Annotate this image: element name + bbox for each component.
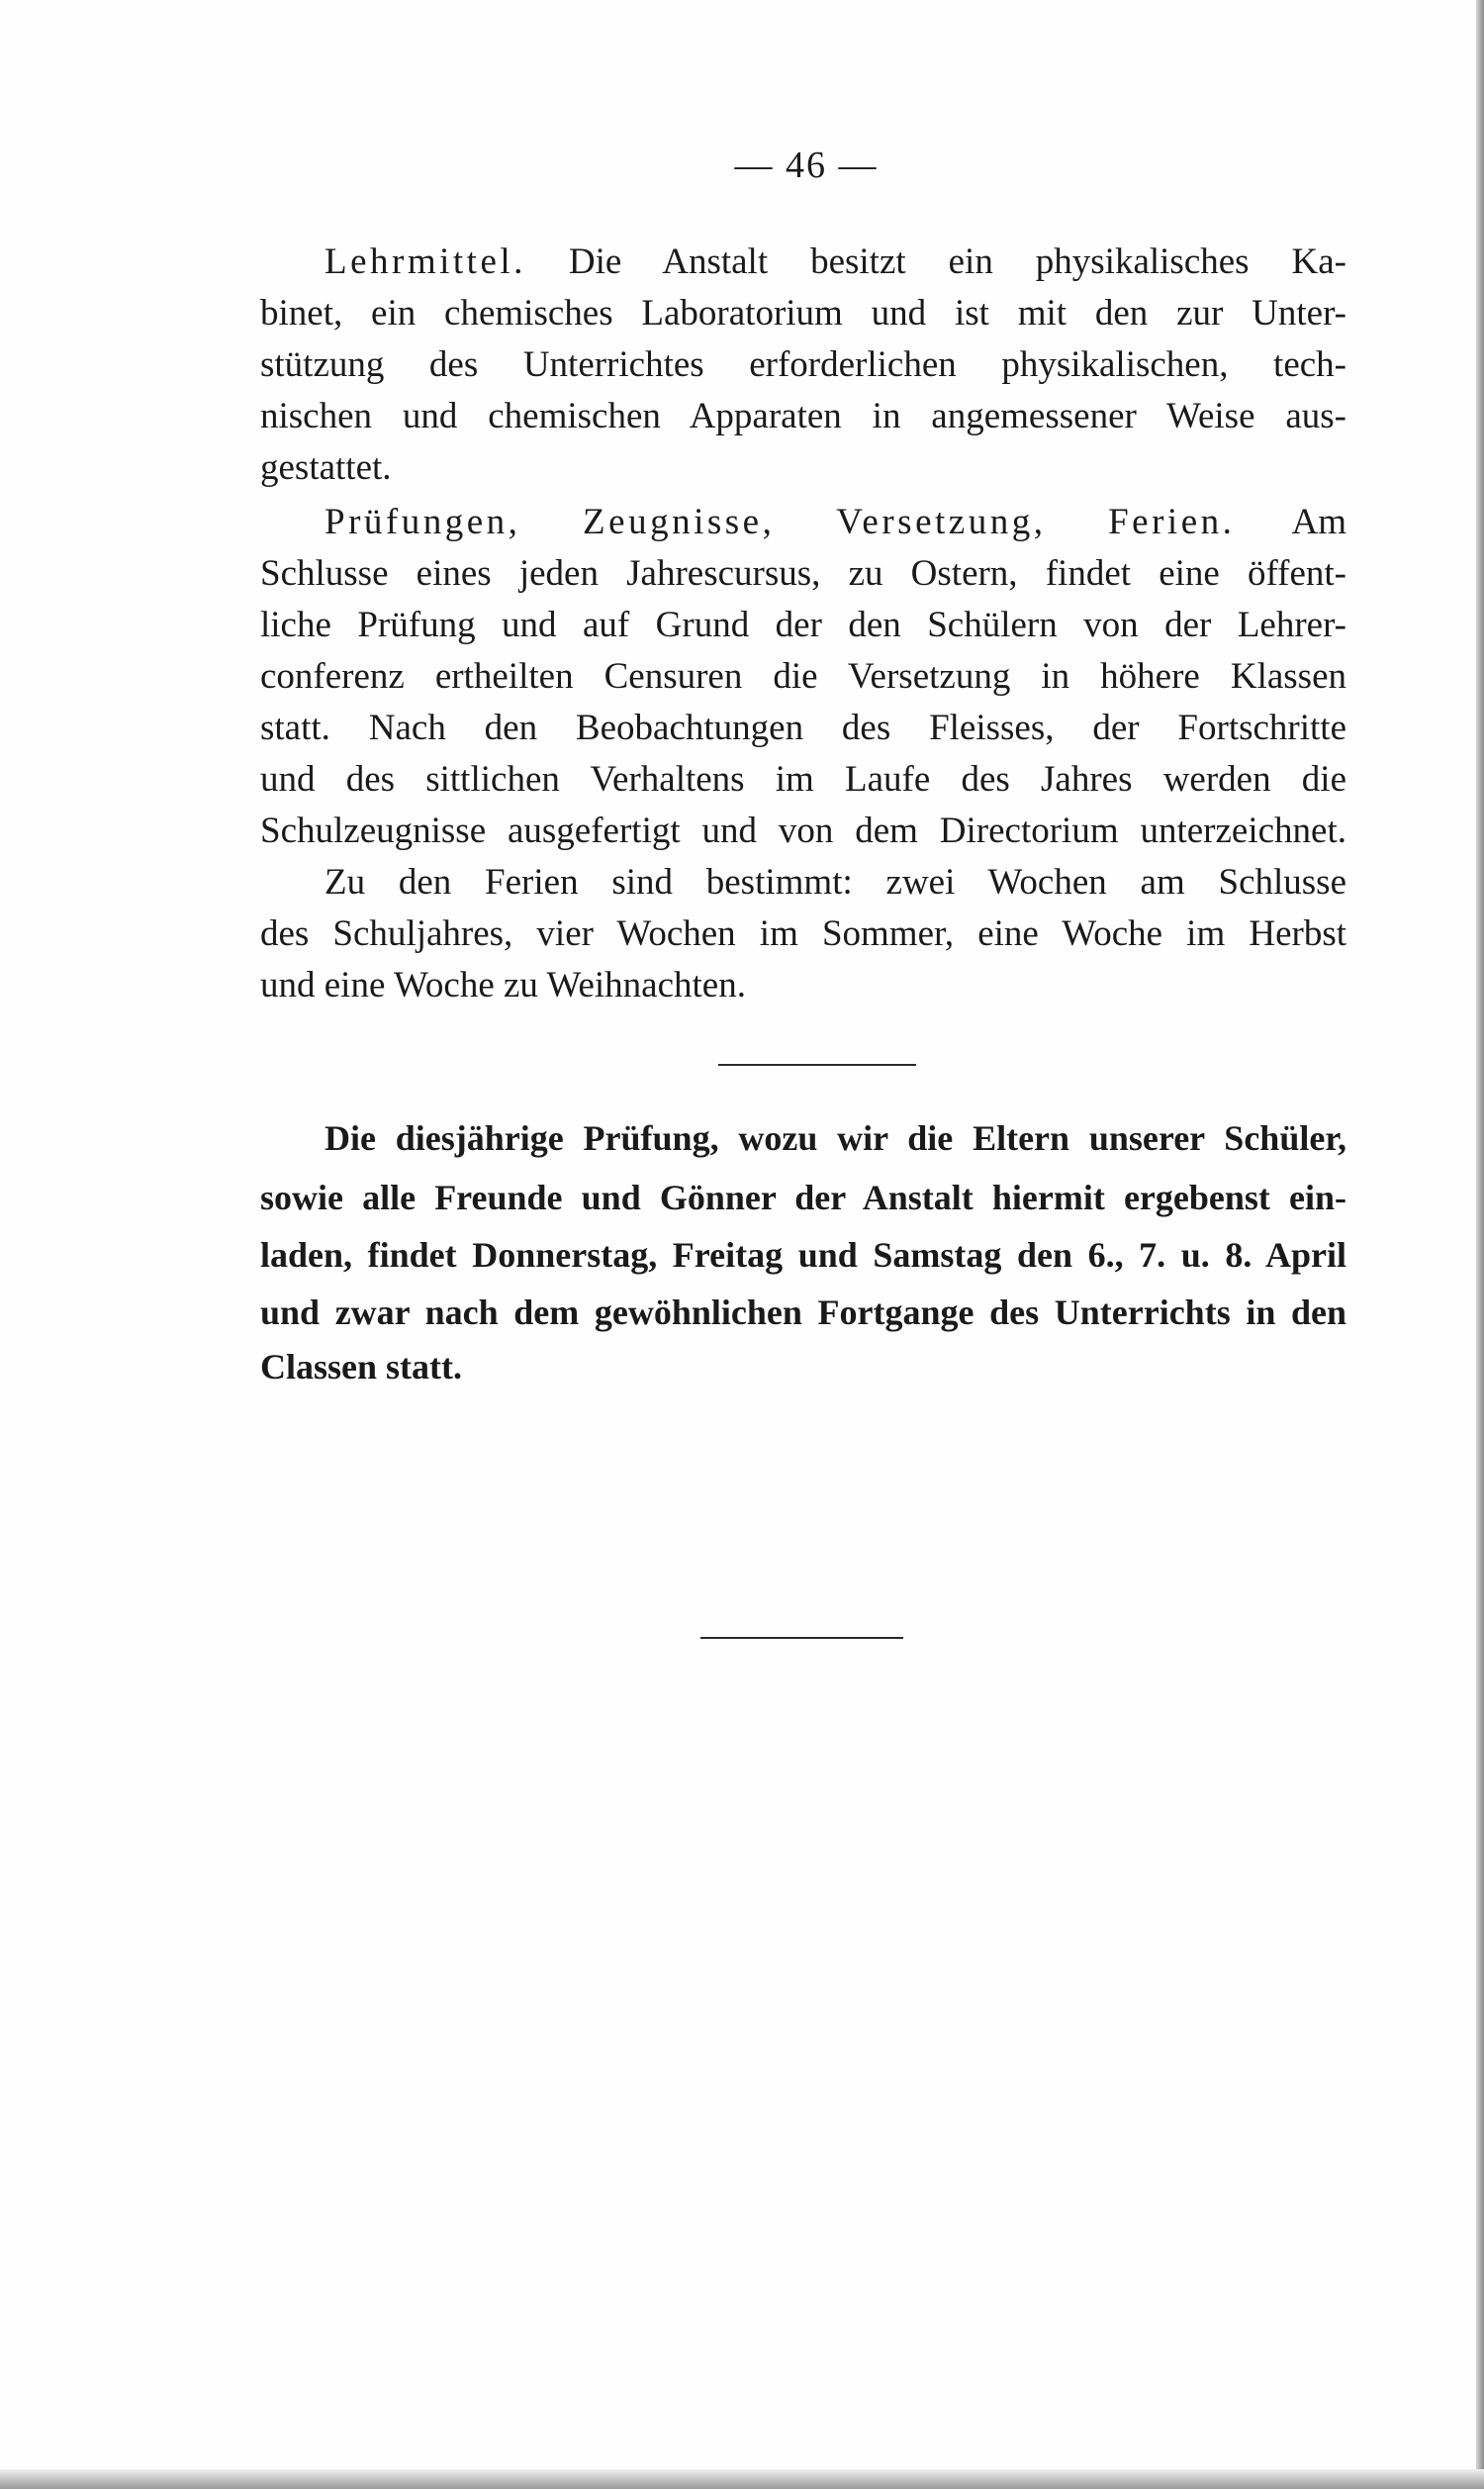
paragraph-ferien-line: und eine Woche zu Weihnachten. <box>260 965 746 1005</box>
page-edge-shadow <box>1476 0 1484 2489</box>
invitation-line: Classen statt. <box>260 1347 462 1387</box>
invitation-line: Die diesjährige Prüfung, wozu wir die Eltern unserer Schüler, <box>325 1118 1346 1158</box>
page-bottom-shadow <box>0 2469 1484 2489</box>
paragraph-lehrmittel-line: nischen und chemischen Apparaten in angemessener Weise aus- <box>260 396 1346 436</box>
paragraph-pruefungen-line: Schlusse eines jeden Jahrescursus, zu Ostern, findet eine öffent- <box>260 553 1346 594</box>
paragraph-pruefungen-line: und des sittlichen Verhaltens im Laufe des Jahres werden die <box>260 759 1346 800</box>
paragraph-lehrmittel-line: binet, ein chemisches Laboratorium und ist mit den zur Unter- <box>260 293 1346 334</box>
paragraph-pruefungen-line: conferenz ertheilten Censuren die Versetzung in höhere Klassen <box>260 656 1346 697</box>
heading-pruefungen: Prüfungen, Zeugnisse, Versetzung, Ferien. <box>325 502 1236 542</box>
page-number: — 46 — <box>734 144 879 186</box>
paragraph-ferien-line: Zu den Ferien sind bestimmt: zwei Wochen am Schlusse <box>325 862 1346 903</box>
paragraph-lehrmittel-line-1: Lehrmittel. Die Anstalt besitzt ein physikalisches Ka- <box>325 241 1346 282</box>
divider-rule <box>718 1064 916 1066</box>
paragraph-pruefungen-line: liche Prüfung und auf Grund der den Schülern von der Lehrer- <box>260 605 1346 645</box>
invitation-line: laden, findet Donnerstag, Freitag und Samstag den 6., 7. u. 8. April <box>260 1235 1346 1275</box>
paragraph-pruefungen-line: statt. Nach den Beobachtungen des Fleisses, der Fortschritte <box>260 708 1346 748</box>
paragraph-lehrmittel-line: gestattet. <box>260 447 392 488</box>
divider-rule <box>700 1637 903 1639</box>
paragraph-pruefungen-line: Schulzeugnisse ausgefertigt und von dem Directorium unterzeichnet. <box>260 811 1346 851</box>
invitation-line: und zwar nach dem gewöhnlichen Fortgange des Unterrichts in den <box>260 1292 1346 1332</box>
paragraph-ferien-line: des Schuljahres, vier Wochen im Sommer, eine Woche im Herbst <box>260 913 1346 954</box>
paragraph-lehrmittel-line: stützung des Unterrichtes erforderlichen physikalischen, tech- <box>260 344 1346 385</box>
paragraph-pruefungen-line-1: Prüfungen, Zeugnisse, Versetzung, Ferien. Am <box>325 502 1346 542</box>
invitation-line: sowie alle Freunde und Gönner der Anstalt hiermit ergebenst ein- <box>260 1178 1346 1217</box>
heading-lehrmittel: Lehrmittel. <box>325 241 526 282</box>
